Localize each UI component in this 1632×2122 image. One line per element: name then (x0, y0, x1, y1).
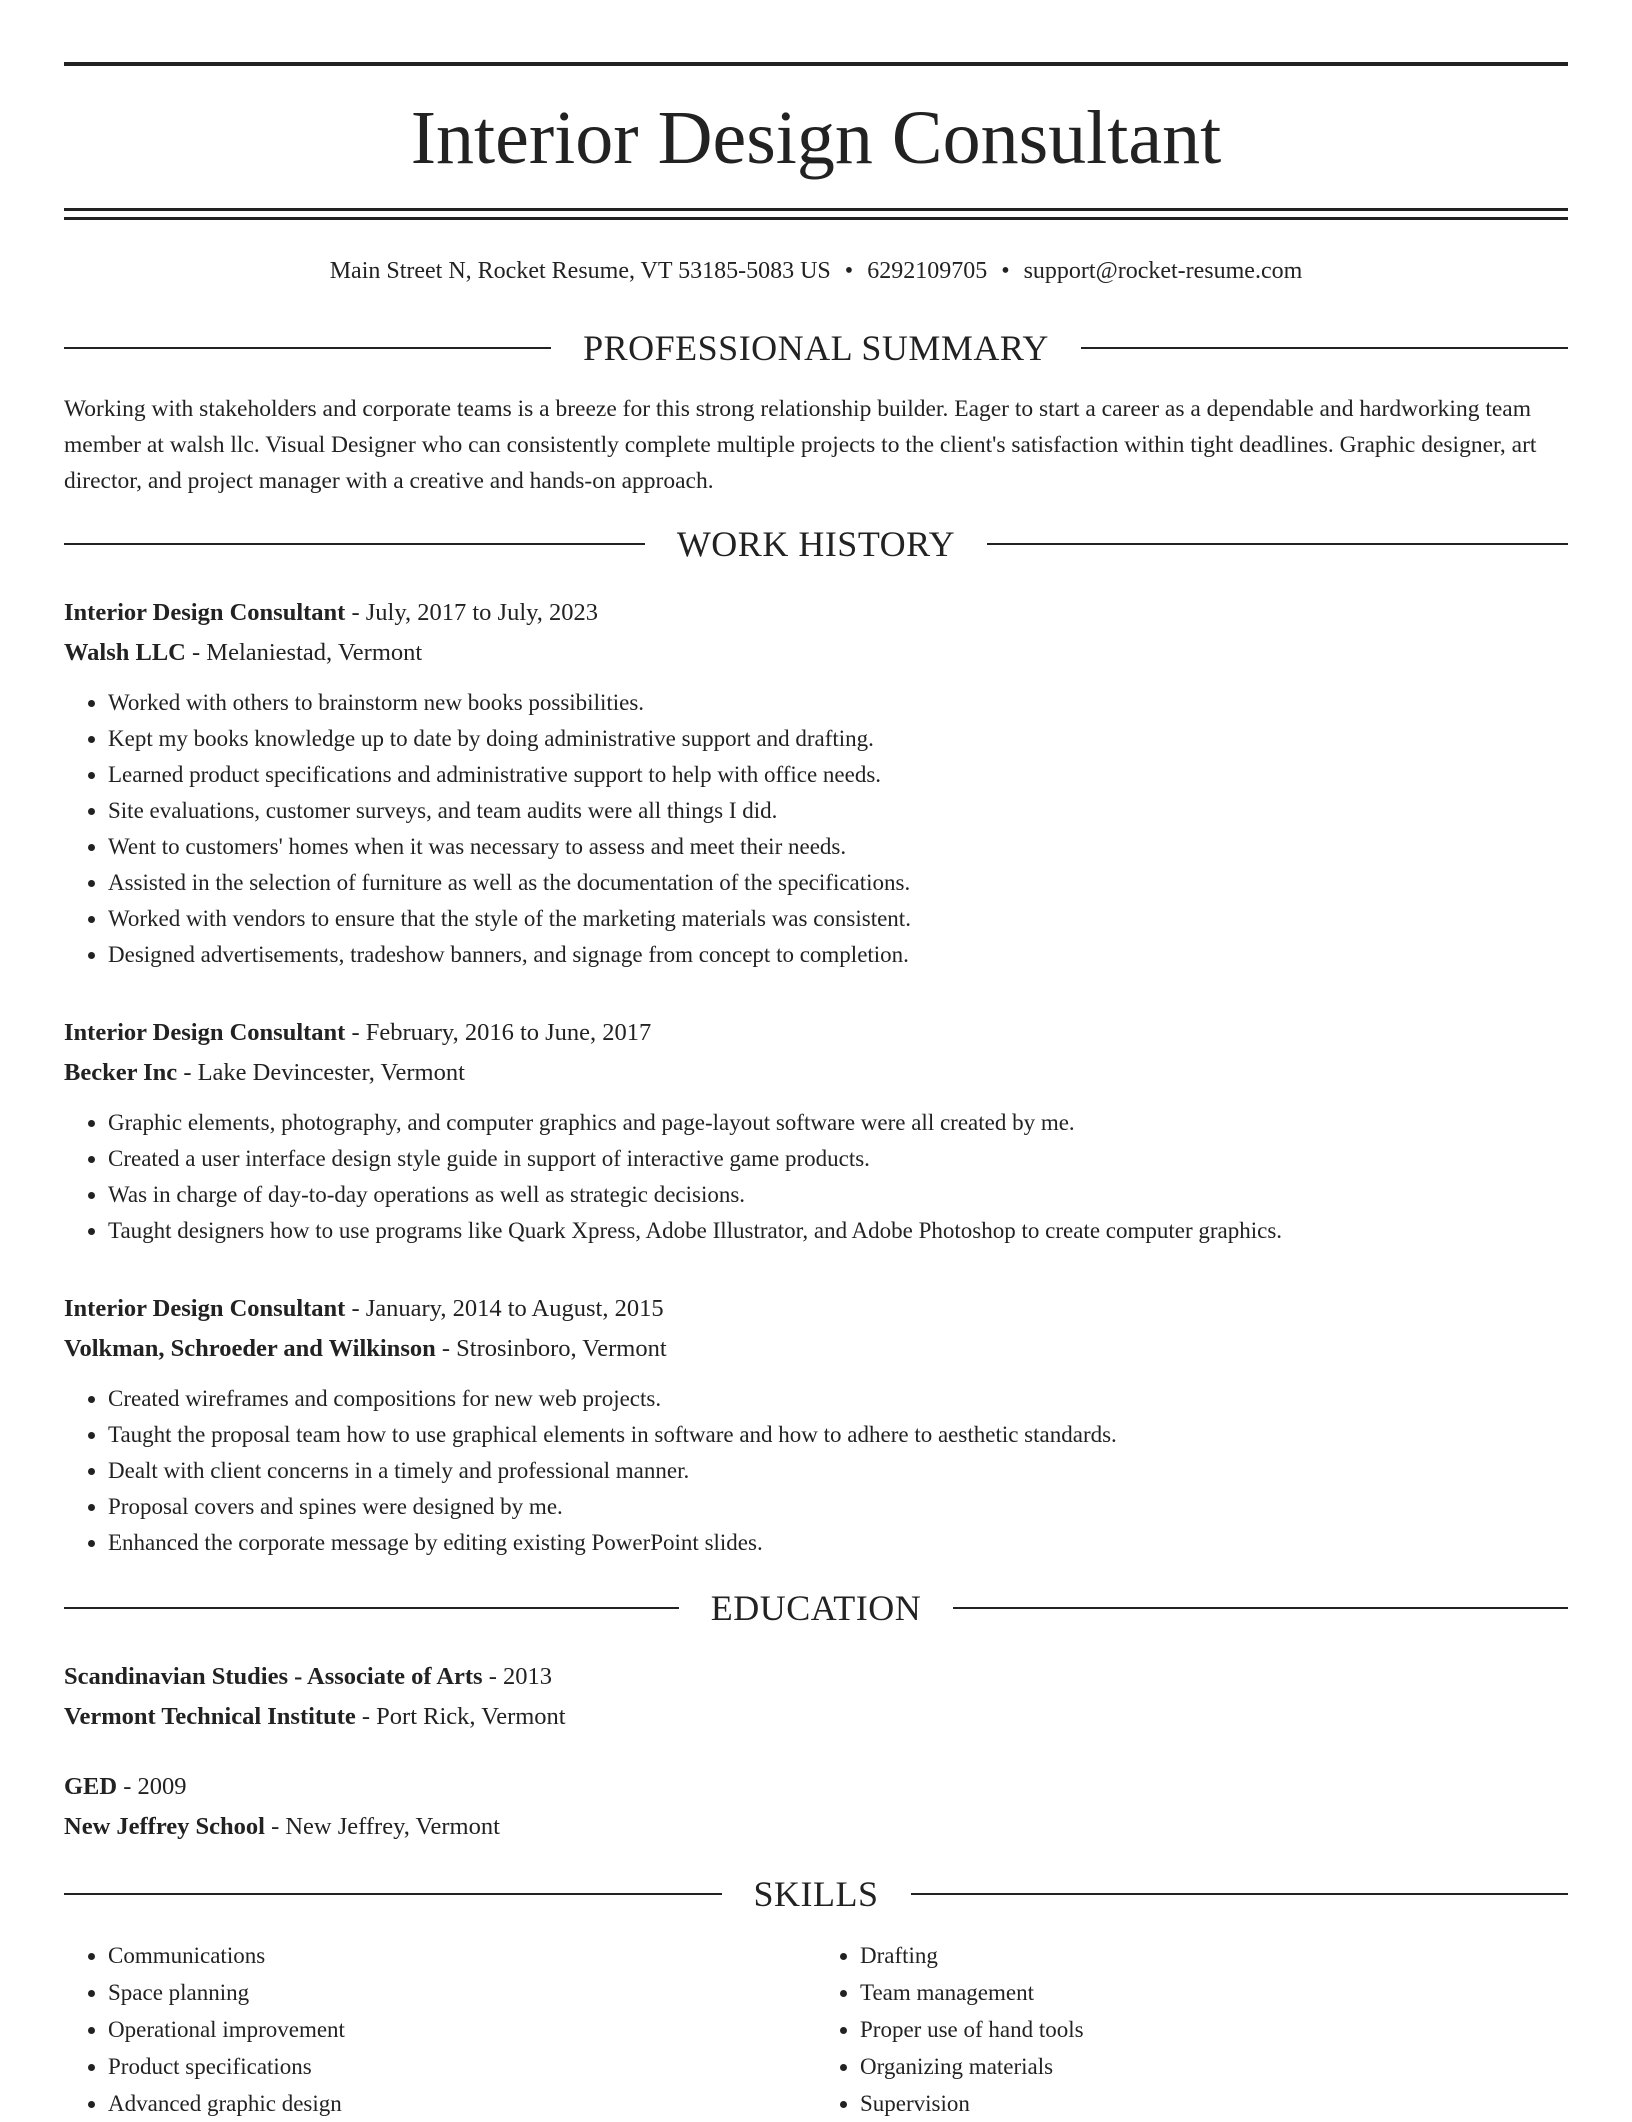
education-degree: Scandinavian Studies - Associate of Arts (64, 1663, 483, 1690)
job-entry (64, 593, 1568, 973)
list-item: • Created wireframes and compositions for new web projects. (108, 1381, 1568, 1417)
job-title: Interior Design Consultant (64, 1295, 346, 1322)
job-bullets (64, 1105, 1568, 1249)
section-heading-work (64, 523, 1568, 565)
contact-separator: • (1001, 258, 1010, 284)
education-year: - 2013 (482, 1663, 553, 1690)
list-item: • Worked with others to brainstorm new books possibilities. (108, 685, 1568, 721)
list-item: • Worked with vendors to ensure that the style of the marketing materials was consistent. (108, 901, 1568, 937)
list-item: • Dealt with client concerns in a timely and professional manner. (108, 1453, 1568, 1489)
job-company: Volkman, Schroeder and Wilkinson (64, 1335, 436, 1362)
job-location: - Melaniestad, Vermont (185, 639, 423, 666)
job-location: - Lake Devincester, Vermont (177, 1059, 465, 1086)
list-item: • Taught the proposal team how to use graphical elements in software and how to adhere to aesthetic standards. (108, 1417, 1568, 1453)
education-school: Vermont Technical Institute (64, 1703, 356, 1730)
summary-heading: PROFESSIONAL SUMMARY (583, 328, 1049, 368)
list-item: • Was in charge of day-to-day operations as well as strategic decisions. (108, 1177, 1568, 1213)
list-item: • Team management (860, 1974, 1568, 2011)
contact-line (64, 258, 1568, 285)
list-item: • Space planning (108, 1974, 816, 2011)
top-rule (64, 62, 1568, 66)
job-entry (64, 1013, 1568, 1249)
education-location: - Port Rick, Vermont (355, 1703, 566, 1730)
job-entry (64, 1289, 1568, 1561)
skills-list-left (64, 1937, 816, 2122)
resume-title: Interior Design Consultant (410, 96, 1222, 180)
list-item: • Organizing materials (860, 2048, 1568, 2085)
job-dates: - January, 2014 to August, 2015 (345, 1295, 664, 1322)
education-degree-line (64, 1767, 1568, 1807)
job-location: - Strosinboro, Vermont (435, 1335, 667, 1362)
list-item: • Proper use of hand tools (860, 2011, 1568, 2048)
contact-phone: 6292109705 (867, 258, 988, 284)
list-item: • Advanced graphic design (108, 2085, 816, 2122)
job-bullets (64, 1381, 1568, 1561)
job-title-line (64, 593, 1568, 633)
education-school: New Jeffrey School (64, 1813, 265, 1840)
job-company-line (64, 1329, 1568, 1369)
section-heading-education (64, 1587, 1568, 1629)
list-item: • Kept my books knowledge up to date by doing administrative support and drafting. (108, 721, 1568, 757)
list-item: • Operational improvement (108, 2011, 816, 2048)
job-company-line (64, 633, 1568, 673)
education-year: - 2009 (117, 1773, 187, 1800)
job-company-line (64, 1053, 1568, 1093)
education-degree-line (64, 1657, 1568, 1697)
list-item: • Site evaluations, customer surveys, and team audits were all things I did. (108, 793, 1568, 829)
education-location: - New Jeffrey, Vermont (264, 1813, 500, 1840)
summary-text: Working with stakeholders and corporate teams is a breeze for this strong relationship builder. Eager to start a career as a dependable and hardworking team member at walsh llc. Visual Designer who can consistently complete multiple projects to the client's satisfaction within tight deadlines. Graphic designer, art director, and project manager with a creative and hands-on approach. (64, 396, 1537, 494)
list-item: • Created a user interface design style guide in support of interactive game products. (108, 1141, 1568, 1177)
education-heading: EDUCATION (710, 1588, 922, 1628)
list-item: • Designed advertisements, tradeshow banners, and signage from concept to completion. (108, 937, 1568, 973)
job-title-line (64, 1013, 1568, 1053)
education-school-line (64, 1807, 1568, 1847)
list-item: • Graphic elements, photography, and computer graphics and page-layout software were all created by me. (108, 1105, 1568, 1141)
list-item: • Taught designers how to use programs like Quark Xpress, Adobe Illustrator, and Adobe Photoshop to create computer graphics. (108, 1213, 1568, 1249)
education-entry (64, 1657, 1568, 1737)
list-item: • Communications (108, 1937, 816, 1974)
list-item: • Learned product specifications and administrative support to help with office needs. (108, 757, 1568, 793)
section-heading-skills (64, 1873, 1568, 1915)
job-title-line (64, 1289, 1568, 1329)
title-double-rule (64, 208, 1568, 220)
contact-address: Main Street N, Rocket Resume, VT 53185-5083 US (329, 258, 831, 284)
job-dates: - July, 2017 to July, 2023 (345, 599, 599, 626)
contact-separator: • (844, 258, 854, 284)
job-bullets (64, 685, 1568, 973)
skills-columns (64, 1937, 1568, 2122)
job-dates: - February, 2016 to June, 2017 (345, 1019, 652, 1046)
list-item: • Assisted in the selection of furniture as well as the documentation of the specifications. (108, 865, 1568, 901)
education-school-line (64, 1697, 1568, 1737)
job-title: Interior Design Consultant (64, 1019, 346, 1046)
list-item: • Supervision (860, 2085, 1568, 2122)
contact-email: support@rocket-resume.com (1023, 258, 1303, 284)
job-title: Interior Design Consultant (64, 599, 346, 626)
job-company: Walsh LLC (64, 639, 186, 666)
section-heading-summary (64, 327, 1568, 369)
list-item: • Product specifications (108, 2048, 816, 2085)
education-entry (64, 1767, 1568, 1847)
list-item: • Enhanced the corporate message by editing existing PowerPoint slides. (108, 1525, 1568, 1561)
skills-list-right (816, 1937, 1568, 2122)
list-item: • Went to customers' homes when it was necessary to assess and meet their needs. (108, 829, 1568, 865)
job-company: Becker Inc (64, 1059, 178, 1086)
work-heading: WORK HISTORY (676, 524, 956, 564)
list-item: • Proposal covers and spines were designed by me. (108, 1489, 1568, 1525)
list-item: • Drafting (860, 1937, 1568, 1974)
education-degree: GED (64, 1773, 118, 1800)
skills-heading: SKILLS (753, 1874, 879, 1914)
